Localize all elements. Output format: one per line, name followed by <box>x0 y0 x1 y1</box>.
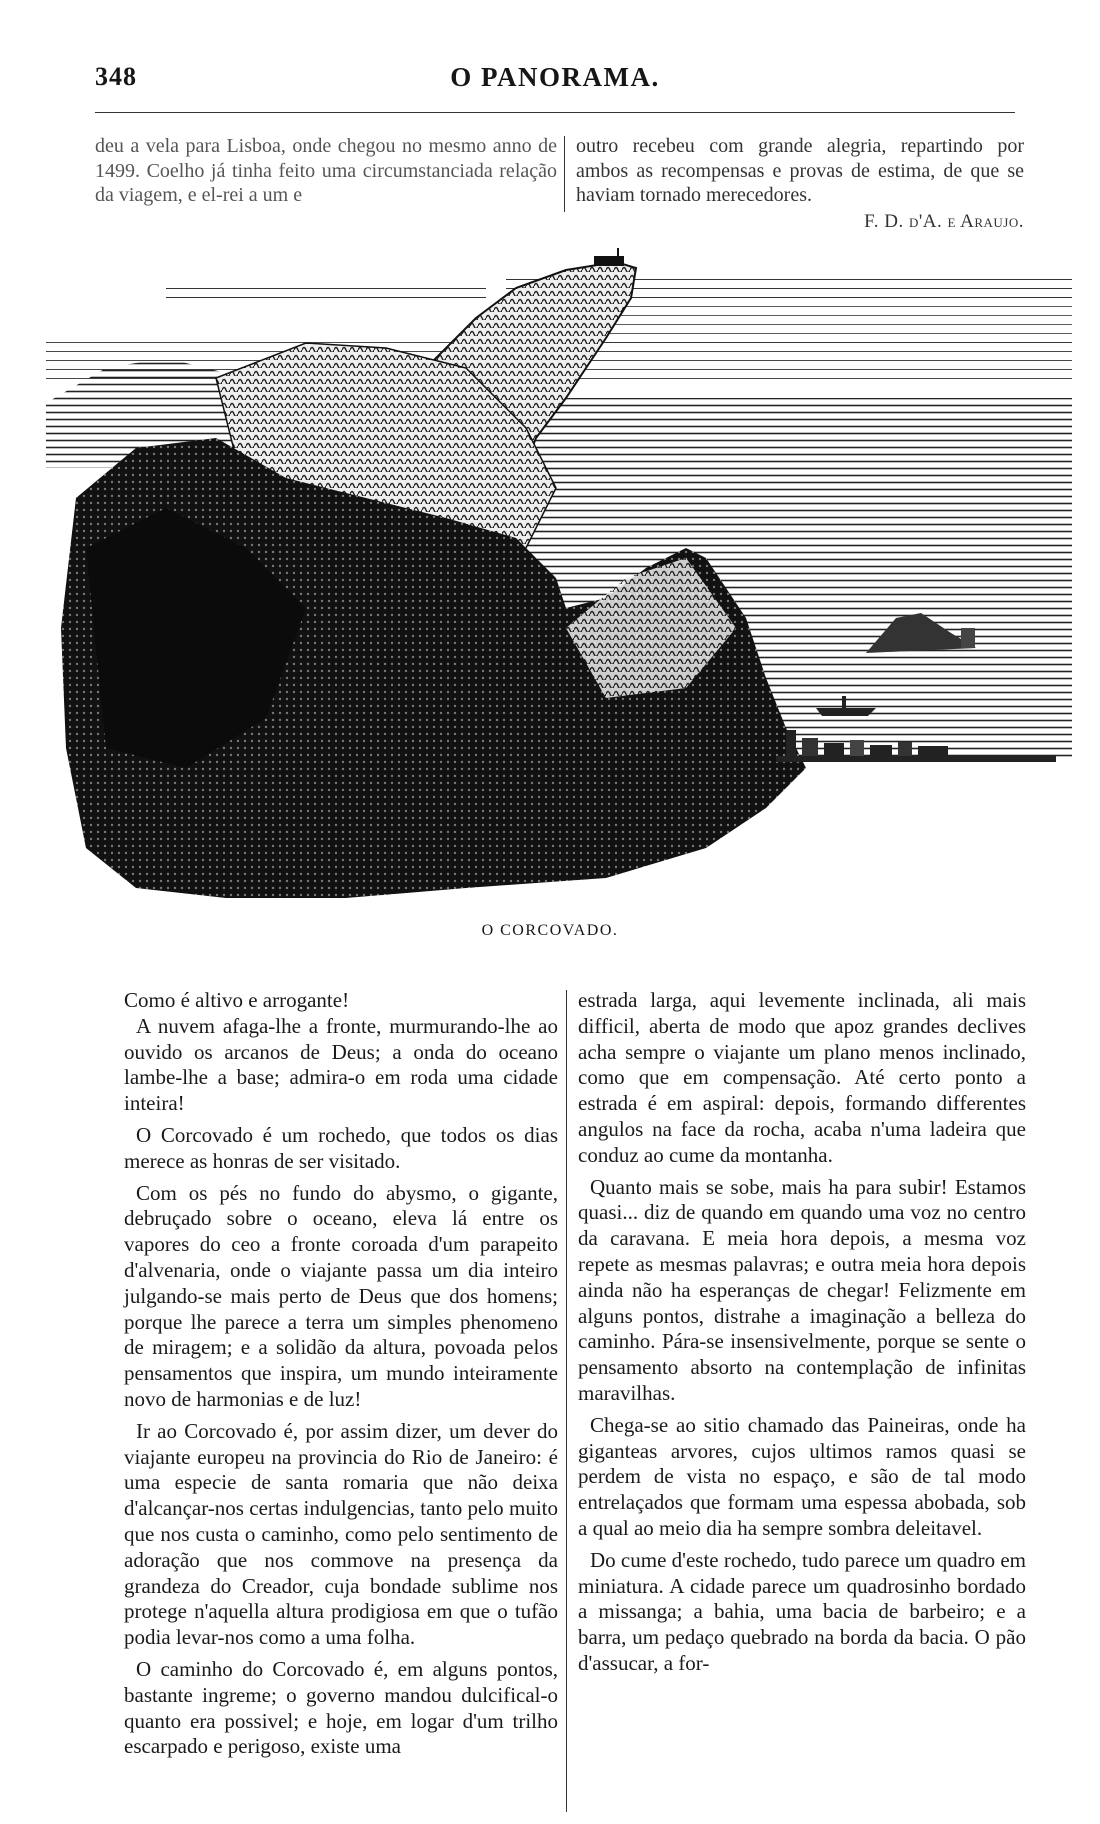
signature-initials: F. D. <box>864 210 909 232</box>
journal-title: O PANORAMA. <box>450 62 660 92</box>
right-column <box>578 988 1026 1677</box>
top-column-divider <box>564 136 565 212</box>
paragraph-8: Quanto mais se sobe, mais ha para subir! Estamos quasi... diz de quando em quando uma voz no centro da caravana. E meia hora depois, a mesma voz repete as mesmas palavras; e outra meia hora depois ainda não ha esperanças de chegar! Felizmente em alguns pontos, distrahe a imaginação a belleza do caminho. Pára-se insensivelmente, porque se sente o pensamento absorto na contemplação de infinitas maravilhas. <box>578 1174 1026 1405</box>
paragraph-5: Ir ao Corcovado é, por assim dizer, um dever do viajante europeu na provincia do Rio de Janeiro: é uma especie de santa romaria que não deixa d'alcançar-nos certas indulgencias, tanto pelo muito que nos custa o caminho, como pelo sentimento de adoração que nos commove na presença da grandeza do Creador, cuja bondade sublime nos protege n'aquella altura prodigiosa em que o tufão podia levar-nos como a uma folha. <box>124 1418 558 1650</box>
column-divider <box>566 990 567 1812</box>
top-right-paragraph: outro recebeu com grande alegria, repartindo por ambos as recompensas e provas de estima, de que se haviam tornado merecedores. <box>576 135 1024 207</box>
author-signature <box>576 210 1024 235</box>
fort-building <box>961 628 975 648</box>
paragraph-4: Com os pés no fundo do abysmo, o gigante, debruçado sobre o oceano, eleva lá entre os vapores do ceo a fronte coroada d'um parapeito d'alvenaria, onde o viajante passa um dia inteiro julgando-se mais perto de Deus que dos homens; porque lhe parece a terra um simples phenomeno de miragem; e a solidão da altura, povoada pelos pensamentos que inspira, um mundo inteiramente novo de harmonias e de luz! <box>124 1180 558 1411</box>
engraving-svg <box>46 248 1072 908</box>
signature-surname: d'A. e Araujo. <box>908 210 1024 232</box>
top-left-column <box>95 134 557 208</box>
paragraph-10: Do cume d'este rochedo, tudo parece um quadro em miniatura. A cidade parece um quadrosinho bordado a missanga; a bahia, uma bacia de barbeiro; e a barra, um pedaço quebrado na borda da bacia. O pão d'assucar, a for- <box>578 1547 1026 1675</box>
page-number: 348 <box>95 62 137 91</box>
header-rule <box>95 112 1015 113</box>
corcovado-illustration <box>46 248 1072 908</box>
summit-parapet <box>594 256 624 266</box>
sky-streak <box>166 286 486 304</box>
paragraph-2: A nuvem afaga-lhe a fronte, murmurando-lhe ao ouvido os arcanos de Deus; a onda do oceano lambe-lhe a base; admira-o em roda uma cidade inteira! <box>124 1013 558 1116</box>
paragraph-9: Chega-se ao sitio chamado das Paineiras, onde ha giganteas arvores, cujos ultimos ramos quasi se perdem de vista no espaço, e são de tal modo entrelaçados que formam uma espessa abobada, sob a qual ao meio dia ha sempre sombra deleitavel. <box>578 1412 1026 1540</box>
top-left-paragraph: deu a vela para Lisboa, onde chegou no mesmo anno de 1499. Coelho já tinha feito uma circumstanciada relação da viagem, e el-rei a um e <box>95 135 557 207</box>
paragraph-7: estrada larga, aqui levemente inclinada, ali mais difficil, aberta de modo que apoz grandes declives acha sempre o viajante um plano menos inclinado, como que em compensação. Até certo ponto a estrada é em aspiral: depois, formando differentes angulos na face da rocha, acaba n'uma ladeira que conduz ao cume da montanha. <box>578 988 1026 1167</box>
paragraph-1: Como é altivo e arrogante! <box>124 988 350 1012</box>
page-header <box>95 58 1015 98</box>
left-column <box>124 988 558 1760</box>
figure-caption: O CORCOVADO. <box>481 922 619 939</box>
paragraph-6: O caminho do Corcovado é, em alguns pontos, bastante ingreme; o governo mandou dulcifical-o quanto era possivel; e hoje, em logar d'um trilho escarpado e perigoso, existe uma <box>124 1656 558 1759</box>
top-right-column <box>576 134 1024 234</box>
paragraph-3: O Corcovado é um rochedo, que todos os dias merece as honras de ser visitado. <box>124 1122 558 1173</box>
